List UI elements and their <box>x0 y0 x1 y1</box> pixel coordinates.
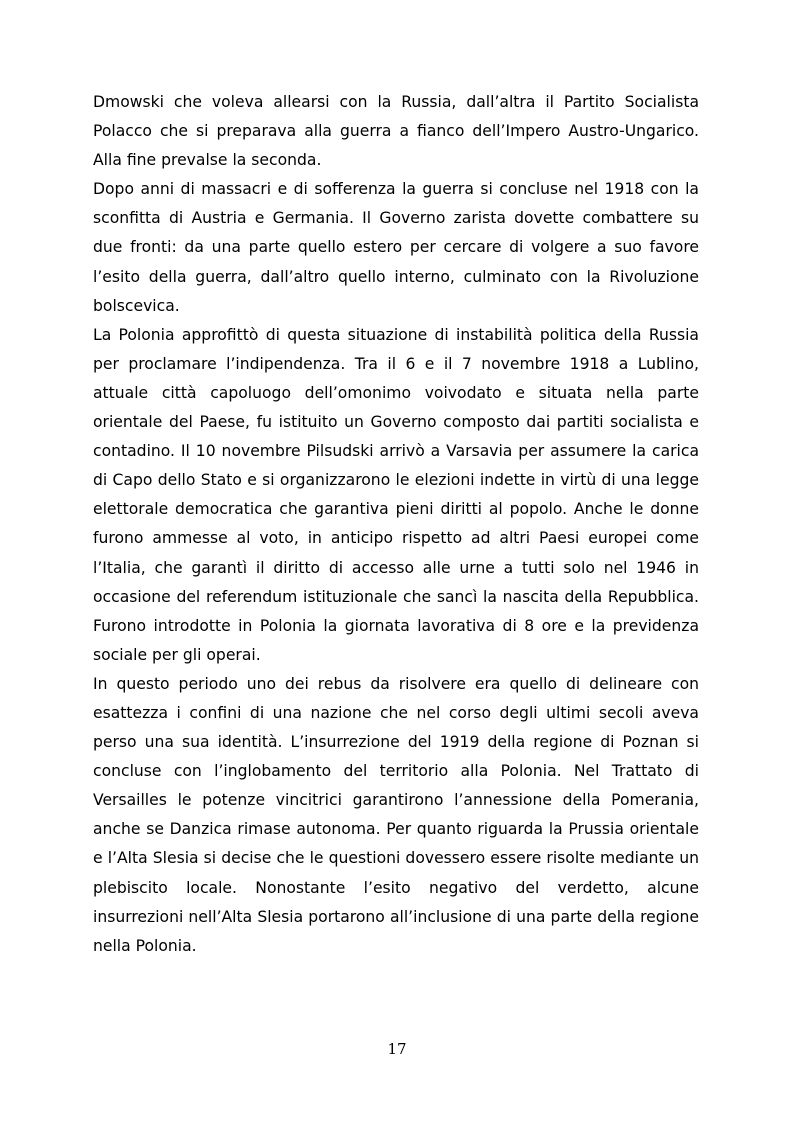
paragraph-3: La Polonia approfittò di questa situazione di instabilità politica della Russia per proclamare l’indipendenza. Tra il 6 e il 7 novembre 1918 a Lublino, attuale città capoluogo dell’omonimo voivodato e situata nella parte orientale del Paese, fu istituito un Governo composto dai partiti socialista e contadino. Il 10 novembre Pilsudski arrivò a Varsavia per assumere la carica di Capo dello Stato e si organizzarono le elezioni indette in virtù di una legge elettorale democratica che garantiva pieni diritti al popolo. Anche le donne furono ammesse al voto, in anticipo rispetto ad altri Paesi europei come l’Italia, che garantì il diritto di accesso alle urne a tutti solo nel 1946 in occasione del referendum istituzionale che sancì la nascita della Repubblica. Furono introdotte in Polonia la giornata lavorativa di 8 ore e la previdenza sociale per gli operai. <box>93 325 699 664</box>
body-text <box>93 88 699 961</box>
page-number: 17 <box>387 1040 407 1058</box>
paragraph-2: Dopo anni di massacri e di sofferenza la guerra si concluse nel 1918 con la sconfitta di Austria e Germania. Il Governo zarista dovette combattere su due fronti: da una parte quello estero per cercare di volgere a suo favore l’esito della guerra, dall’altro quello interno, culminato con la Rivoluzione bolscevica. <box>93 180 699 315</box>
paragraph-1: Dmowski che voleva allearsi con la Russia, dall’altra il Partito Socialista Polacco che si preparava alla guerra a fianco dell’Impero Austro-Ungarico. Alla fine prevalse la seconda. <box>93 93 699 170</box>
paragraph-4: In questo periodo uno dei rebus da risolvere era quello di delineare con esattezza i confini di una nazione che nel corso degli ultimi secoli aveva perso una sua identità. L’insurrezione del 1919 della regione di Poznan si concluse con l’inglobamento del territorio alla Polonia. Nel Trattato di Versailles le potenze vincitrici garantirono l’annessione della Pomerania, anche se Danzica rimase autonoma. Per quanto riguarda la Prussia orientale e l’Alta Slesia si decise che le questioni dovessero essere risolte mediante un plebiscito locale. Nonostante l’esito negativo del verdetto, alcune insurrezioni nell’Alta Slesia portarono all’inclusione di una parte della regione nella Polonia. <box>93 674 699 955</box>
